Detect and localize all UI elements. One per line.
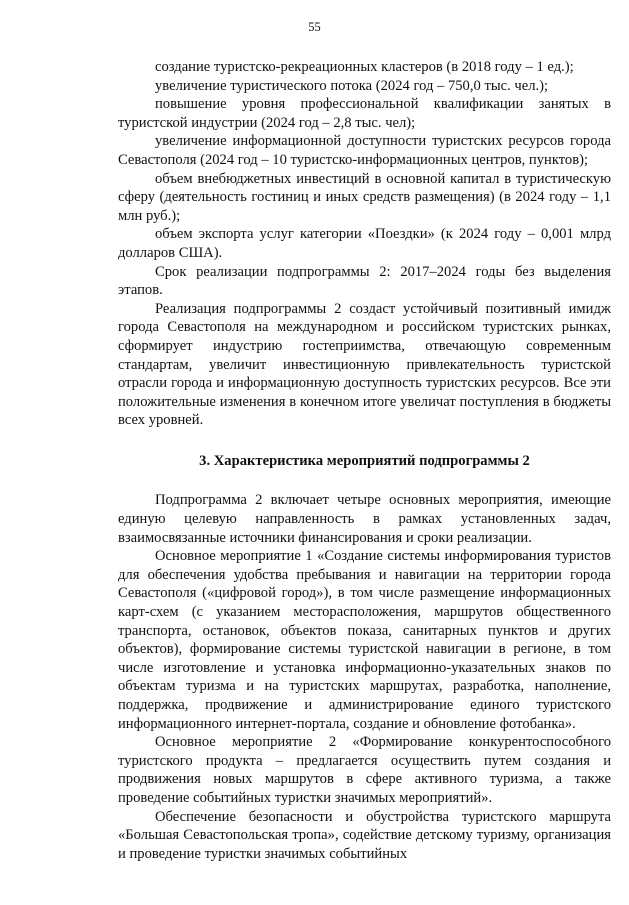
page-content [118, 58, 611, 863]
paragraph: повышение уровня профессиональной квалификации занятых в туристской индустрии (2024 год – 2,8 тыс. чел); [118, 96, 611, 131]
paragraph: объем внебюджетных инвестиций в основной капитал в туристическую сферу (деятельность гостиниц и иных средств размещения) (в 2024 году – 1,1 млн руб.); [118, 170, 611, 224]
paragraph: Подпрограмма 2 включает четыре основных мероприятия, имеющие единую целевую направленность в рамках установленных задач, взаимосвязанные источники финансирования и сроки реализации. [118, 492, 611, 546]
paragraph: объем экспорта услуг категории «Поездки» (к 2024 году – 0,001 млрд долларов США). [118, 226, 611, 261]
section-heading: 3. Характеристика мероприятий подпрограммы 2 [199, 452, 530, 469]
page-number: 55 [308, 20, 321, 34]
paragraph: Основное мероприятие 1 «Создание системы информирования туристов для обеспечения удобства пребывания и навигации на территории города Севастополя («цифровой город»), в том числе размещение информационных карт-схем (с указанием месторасположения, маршрутов общественного транспорта, остановок, объектов показа, санитарных пунктов и других объектов), формирование системы туристской навигации в регионе, в том числе изготовление и установка информационно-указательных знаков по объектам туризма и на туристских маршрутах, разработка, наполнение, поддержка, продвижение и администрирование единого туристского информационного интернет-портала, создание и обновление фотобанка». [118, 548, 611, 732]
paragraph: создание туристско-рекреационных кластеров (в 2018 году – 1 ед.); [155, 59, 574, 75]
paragraph: Реализация подпрограммы 2 создаст устойчивый позитивный имидж города Севастополя на международном и российском туристских рынках, сформирует индустрию гостеприимства, отвечающую современным стандартам, увеличит инвестиционную привлекательность туристской отрасли города и информационную доступность туристских ресурсов. Все эти положительные изменения в конечном итоге увеличат поступления в бюджеты всех уровней. [118, 300, 611, 429]
paragraph: Срок реализации подпрограммы 2: 2017–2024 годы без выделения этапов. [118, 263, 611, 299]
paragraph: увеличение туристического потока (2024 год – 750,0 тыс. чел.); [155, 77, 549, 94]
paragraph: Обеспечение безопасности и обустройства туристского маршрута «Большая Севастопольская тропа», содействие детскому туризму, организация и проведение туристки значимых событийных [118, 808, 611, 862]
paragraph: Основное мероприятие 2 «Формирование конкурентоспособного туристского продукта – предлагается осуществить путем создания и продвижения новых маршрутов в сфере активного туризма, а также проведение событийных туристки значимых мероприятий». [118, 734, 611, 806]
paragraph: увеличение информационной доступности туристских ресурсов города Севастополя (2024 год – 10 туристско-информационных центров, пунктов); [118, 133, 611, 168]
